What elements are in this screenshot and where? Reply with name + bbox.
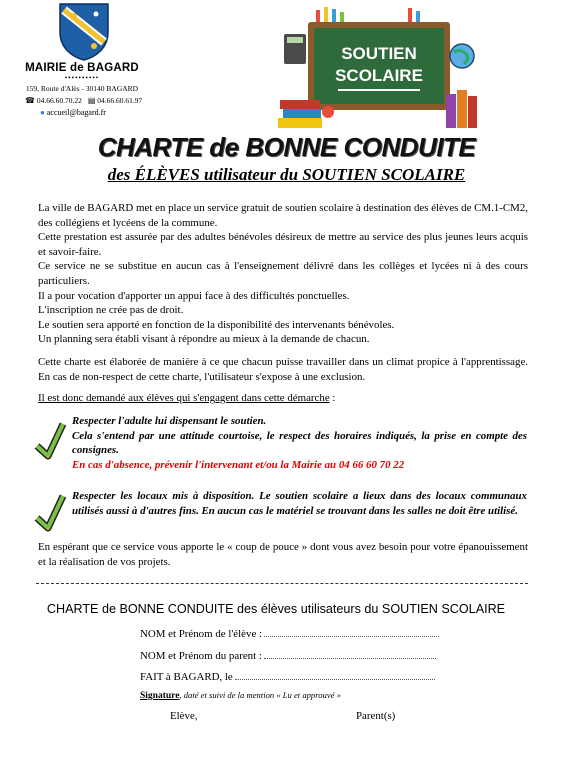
fax-icon: ▤ bbox=[87, 96, 96, 105]
rule-respect-adult bbox=[72, 414, 527, 472]
page-title: CHARTE de BONNE CONDUITE bbox=[97, 132, 476, 162]
rule1-absence-notice: En cas d'absence, prévenir l'intervenant et/ou la Mairie au 04 66 60 70 22 bbox=[72, 458, 405, 471]
checkmark-icon bbox=[34, 492, 66, 532]
intro-line: L'inscription ne crée pas de droit. bbox=[38, 304, 184, 317]
date-field[interactable] bbox=[140, 671, 435, 683]
board-line2: SCOLAIRE bbox=[335, 66, 423, 85]
demand-text: Il est donc demandé aux élèves qui s'engagent dans cette démarche bbox=[38, 392, 330, 404]
date-blank[interactable] bbox=[235, 671, 435, 680]
bagard-crest-logo bbox=[56, 2, 112, 62]
demand-colon: : bbox=[329, 392, 336, 404]
rule2-text: Respecter les locaux mis à disposition. Le soutien scolaire a lieux dans des locaux communaux utilisés aussi à d'autres fins. En aucun cas le matériel se trouvant dans les salles ne doit être utilisé. bbox=[72, 490, 527, 517]
intro-line: Un planning sera établi visant à répondre au mieux à la demande de chacun. bbox=[38, 333, 370, 346]
intro-text bbox=[38, 201, 528, 347]
checkmark-icon bbox=[34, 420, 66, 460]
form-title: CHARTE de BONNE CONDUITE des élèves utilisateurs du SOUTIEN SCOLAIRE bbox=[46, 602, 506, 616]
intro-line: Cette prestation est assurée par des adultes bénévoles désireux de mettre au service des plus jeunes leurs acquis et savoir-faire. bbox=[38, 231, 528, 258]
rule-respect-premises bbox=[72, 489, 527, 518]
signature-instruction bbox=[140, 690, 341, 701]
fax-number: 04.66.60.61.97 bbox=[97, 96, 143, 105]
parent-name-label: NOM et Prénom du parent : bbox=[140, 650, 262, 662]
phone-group bbox=[25, 96, 82, 105]
rule1-line1: Respecter l'adulte lui dispensant le soutien. bbox=[72, 415, 267, 427]
mairie-email: accueil@bagard.fr bbox=[46, 108, 106, 117]
student-name-blank[interactable] bbox=[264, 628, 439, 637]
parent-name-field[interactable] bbox=[140, 650, 436, 662]
parent-signature-label: Parent(s) bbox=[356, 710, 396, 722]
intro-line: La ville de BAGARD met en place un service gratuit de soutien scolaire à destination des élèves de CM.1-CM2, des collégiens et lycéens de la commune. bbox=[38, 202, 528, 229]
climate-paragraph: Cette charte est élaborée de manière à ce que chacun puisse travailler dans un climat propice à l'apprentissage. En cas de non-respect de cette charte, l'utilisateur s'expose à une exclusion. bbox=[38, 356, 528, 383]
parent-name-blank[interactable] bbox=[264, 650, 436, 659]
email-icon: ● bbox=[40, 108, 45, 117]
date-label: FAIT à BAGARD, le bbox=[140, 671, 233, 683]
signature-label: Signature bbox=[140, 691, 180, 701]
page-subtitle: des ÉLÈVES utilisateur du SOUTIEN SCOLAIRE bbox=[107, 165, 466, 184]
student-signature-label: Elève, bbox=[170, 710, 198, 722]
mairie-title: MAIRIE de BAGARD bbox=[25, 62, 139, 74]
fax-group bbox=[88, 96, 142, 105]
demand-line bbox=[38, 391, 528, 406]
board-line1: SOUTIEN bbox=[341, 44, 417, 63]
intro-line: Il a pour vocation d'apporter un appui face à des difficultés ponctuelles. bbox=[38, 289, 350, 302]
phone-icon: ☎ bbox=[25, 96, 35, 105]
intro-line: Le soutien sera apporté en fonction de la disponibilité des intervenants bénévoles. bbox=[38, 318, 395, 331]
student-name-label: NOM et Prénom de l'élève : bbox=[140, 628, 263, 640]
mairie-email-row bbox=[40, 108, 106, 117]
intro-line: Ce service ne se substitue en aucun cas à l'enseignement délivré dans les collèges et lycées ni à des cours particuliers. bbox=[38, 260, 528, 287]
soutien-scolaire-blackboard-illustration bbox=[278, 4, 478, 132]
rule1-line2: Cela s'entend par une attitude courtoise, le respect des horaires indiqués, la prise en compte des consignes. bbox=[72, 429, 527, 457]
cut-line-divider bbox=[36, 583, 528, 584]
phone-number: 04.66.60.70.22 bbox=[36, 96, 82, 105]
signature-note: , daté et suivi de la mention « Lu et approuvé » bbox=[179, 690, 341, 700]
mairie-dots-divider: •••••••••• bbox=[64, 74, 100, 82]
closing-paragraph: En espérant que ce service vous apporte le « coup de pouce » dont vous avez besoin pour votre épanouissement et la réalisation de vos projets. bbox=[38, 541, 528, 568]
mairie-address: 159, Route d'Alès - 30140 BAGARD bbox=[25, 84, 139, 93]
mairie-phones bbox=[25, 96, 155, 105]
student-name-field[interactable] bbox=[140, 628, 439, 640]
